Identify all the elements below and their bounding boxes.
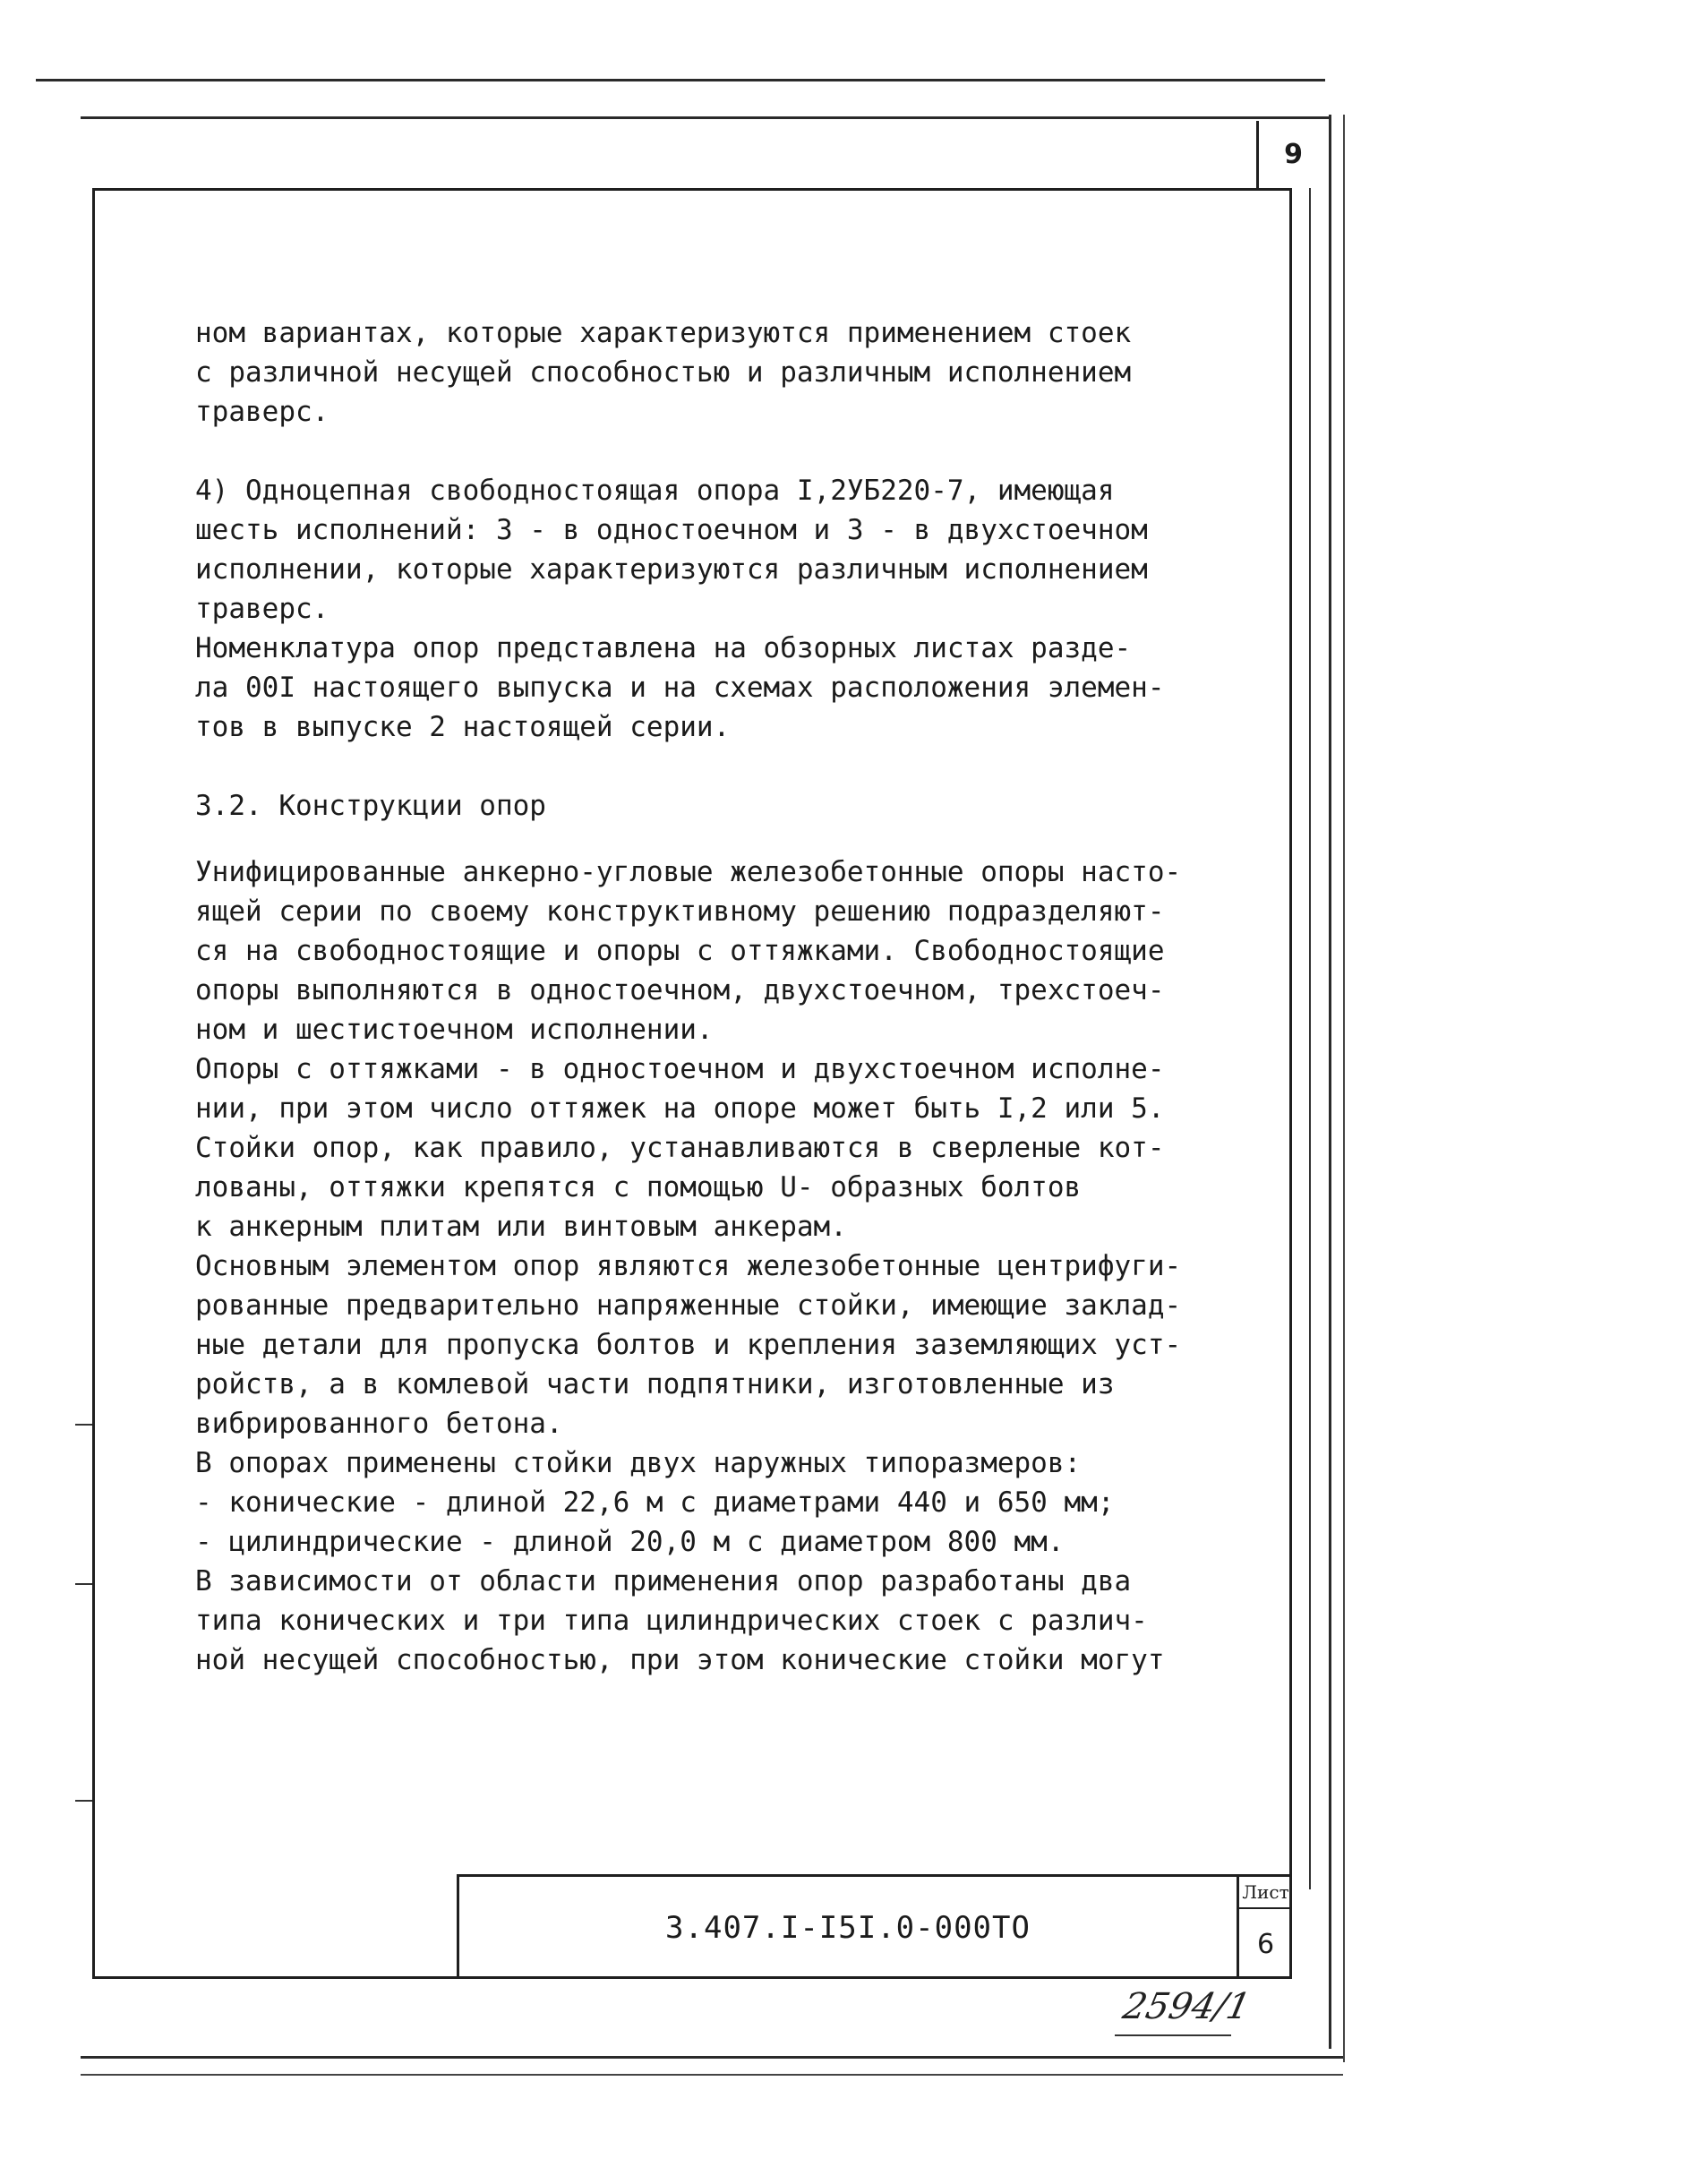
- sheet-edge-right: [1329, 115, 1331, 2049]
- text-line: ящей серии по своему конструктивному решению подразделяют-: [195, 895, 1165, 928]
- text-line: опоры выполняются в одностоечном, двухстоечном, трехстоеч-: [195, 974, 1165, 1006]
- text-line: 4) Одноцепная свободностоящая опора I,2УБ220-7, имеющая: [195, 475, 1115, 507]
- paragraph-gap: [195, 826, 1216, 852]
- paragraph-gap: [195, 747, 1216, 786]
- text-line: шесть исполнений: 3 - в одностоечном и 3 - в двухстоечном: [195, 514, 1148, 546]
- text-line: вибрированного бетона.: [195, 1408, 563, 1440]
- text-line: к анкерным плитам или винтовым анкерам.: [195, 1211, 847, 1243]
- handwritten-inventory-number: 2594/1: [1119, 1986, 1254, 2027]
- text-line: Опоры с оттяжками - в одностоечном и двухстоечном исполне-: [195, 1053, 1165, 1085]
- text-line: ном и шестистоечном исполнении.: [195, 1014, 714, 1046]
- text-line: тов в выпуске 2 настоящей серии.: [195, 711, 731, 743]
- text-line: ла 00I настоящего выпуска и на схемах расположения элемен-: [195, 672, 1165, 704]
- text-line: нии, при этом число оттяжек на опоре может быть I,2 или 5.: [195, 1092, 1165, 1125]
- sheet-cell: [1237, 1877, 1292, 1979]
- text-line: Номенклатура опор представлена на обзорных листах разде-: [195, 632, 1132, 664]
- paragraph-gap: [195, 432, 1216, 471]
- text-line: ные детали для пропуска болтов и крепления заземляющих уст-: [195, 1329, 1182, 1361]
- document-body: [195, 313, 1216, 1680]
- text-line: 3.2. Конструкции опор: [195, 790, 546, 822]
- page-number-box: [1256, 121, 1328, 188]
- text-line: - цилиндрические - длиной 20,0 м с диаметром 800 мм.: [195, 1526, 1065, 1558]
- sheet-edge-right-outer: [1343, 115, 1345, 2062]
- sheet-label: Лист: [1239, 1877, 1292, 1909]
- text-line: Унифицированные анкерно-угловые железобетонные опоры насто-: [195, 856, 1182, 888]
- frame-right-rule: [1309, 188, 1311, 1889]
- text-line: исполнении, которые характеризуются различным исполнением: [195, 553, 1148, 586]
- text-line: В опорах применены стойки двух наружных типоразмеров:: [195, 1447, 1082, 1479]
- text-line: В зависимости от области применения опор разработаны два: [195, 1565, 1132, 1597]
- text-line: лованы, оттяжки крепятся с помощью U- образных болтов: [195, 1171, 1082, 1203]
- text-line: ном вариантах, которые характеризуются применением стоек: [195, 317, 1132, 349]
- text-line: ройств, а в комлевой части подпятники, изготовленные из: [195, 1368, 1115, 1400]
- text-line: ной несущей способностью, при этом конические стойки могут: [195, 1644, 1165, 1676]
- handwritten-underline: [1115, 2034, 1231, 2036]
- title-block: [457, 1874, 1292, 1979]
- text-line: траверс.: [195, 396, 329, 428]
- text-line: типа конических и три типа цилиндрических стоек с различ-: [195, 1605, 1148, 1637]
- text-line: рованные предварительно напряженные стойки, имеющие заклад-: [195, 1289, 1182, 1322]
- text-line: траверс.: [195, 593, 329, 625]
- text-line: с различной несущей способностью и различным исполнением: [195, 356, 1132, 389]
- text-line: ся на свободностоящие и опоры с оттяжками. Свободностоящие: [195, 935, 1165, 967]
- page-number: 9: [1284, 139, 1303, 170]
- sheet-edge-top-inner: [81, 116, 1330, 119]
- sheet-edge-bottom: [81, 2056, 1343, 2059]
- text-line: Стойки опор, как правило, устанавливаются в сверленые кот-: [195, 1132, 1165, 1164]
- document-code: 3.407.I-I5I.0-000TO: [665, 1910, 1031, 1946]
- sheet-edge-top: [36, 79, 1325, 81]
- sheet-number: 6: [1256, 1928, 1275, 1960]
- sheet-edge-bottom-outer: [81, 2074, 1343, 2076]
- text-line: - конические - длиной 22,6 м с диаметрами 440 и 650 мм;: [195, 1486, 1115, 1519]
- text-line: Основным элементом опор являются железобетонные центрифуги-: [195, 1250, 1182, 1282]
